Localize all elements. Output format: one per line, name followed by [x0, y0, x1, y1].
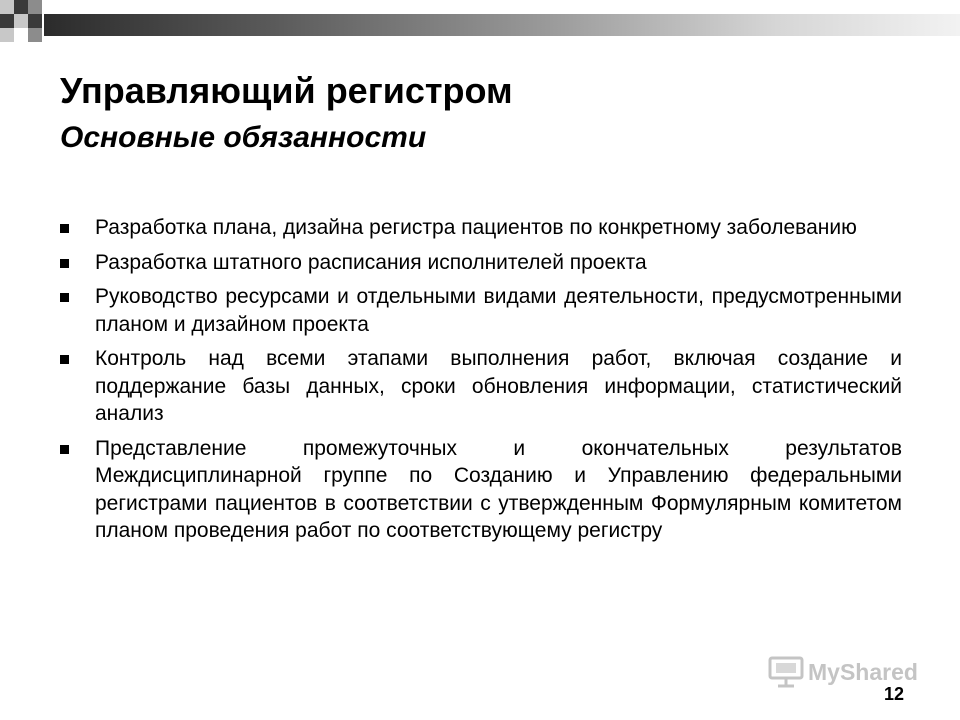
decor-square: [28, 28, 42, 42]
decor-square: [0, 0, 14, 14]
bullet-item: [58, 283, 902, 338]
square-bullet-icon: [60, 259, 69, 268]
square-bullet-icon: [60, 445, 69, 454]
square-bullet-icon: [60, 293, 69, 302]
bullet-text: Разработка штатного расписания исполнителей проекта: [95, 250, 647, 274]
decor-square: [14, 14, 28, 28]
decor-square: [14, 0, 28, 14]
bullet-text: Разработка плана, дизайна регистра пациентов по конкретному заболеванию: [95, 216, 857, 239]
bullet-item: [58, 435, 902, 545]
decor-square: [28, 0, 42, 14]
bullet-item: [58, 214, 902, 242]
slide-subtitle: Основные обязанности: [60, 121, 427, 154]
bullet-text: Руководство ресурсами и отдельными видами деятельности, предусмотренными планом и дизайном проекта: [95, 285, 902, 336]
bullet-item: [58, 249, 902, 277]
decor-square: [0, 14, 14, 28]
square-bullet-icon: [60, 224, 69, 233]
header-decoration: [0, 0, 960, 48]
header-gradient-bar: [44, 14, 960, 36]
watermark-text: MyShared: [808, 659, 918, 685]
projector-screen-icon: [768, 656, 804, 688]
bullet-item: [58, 345, 902, 428]
bullet-text: Контроль над всеми этапами выполнения работ, включая создание и поддержание базы данных, сроки обновления информации, статистический анализ: [95, 347, 902, 425]
page-number: 12: [884, 684, 905, 704]
bullet-list: [58, 214, 902, 552]
decor-square: [28, 14, 42, 28]
slide-title: Управляющий регистром: [60, 70, 513, 111]
decor-square: [0, 28, 14, 42]
bullet-text: Представление промежуточных и окончательных результатов Междисциплинарной группе по Созданию и Управлению федеральными регистрами пациентов в соответствии с утвержденным Формулярным комитетом планом проведения работ по соответствующему регистру: [95, 436, 902, 542]
square-bullet-icon: [60, 355, 69, 364]
